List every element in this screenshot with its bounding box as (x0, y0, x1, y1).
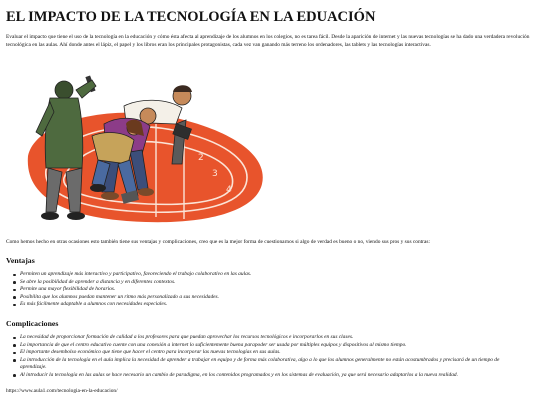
complications-heading: Complicaciones (6, 319, 59, 328)
list-item: La importancia de que el centro educativo cuente con una conexión a internet lo suficientemente buena parapoder ser usada por múltiples equipos y dispositivos al mismo tiempo. (6, 342, 526, 350)
list-item: Es más fácilmente adaptable a alumnos con necesidades especiales. (6, 301, 526, 309)
list-item: Se abre la posibilidad de aprender a distancia y en diferentes contextos. (6, 279, 526, 287)
list-item: El importante desembolso económico que tiene que hacer el centro para incorporar las nuevas tecnologías en sus aulas. (6, 349, 526, 357)
source-url: https://www.aula1.com/tecnologia-en-la-educacion/ (6, 388, 118, 394)
lead-paragraph: Como hemos hecho en otras ocasiones esto también tiene sus ventajas y complicaciones, creo que es la mejor forma de cuestionarnos si algo de verdad es bueno o no, viendo sus pros y sus contras: (6, 239, 430, 245)
list-item: Permite una mayor flexibilidad de horarios. (6, 286, 526, 294)
advantages-heading: Ventajas (6, 256, 35, 265)
complications-list (6, 334, 526, 379)
list-item: La necesidad de proporcionar formación de calidad a los profesores para que puedan aprovechar los recursos tecnológicos e incorporarlos en sus clases. (6, 334, 526, 342)
list-item: Al introducir la tecnología en las aulas se hace necesario un cambio de paradigma, en los contenidos programados y en los sistemas de evaluación, ya que será necesario adaptarlos a la nueva realidad. (6, 372, 526, 380)
advantages-list (6, 271, 526, 309)
intro-paragraph: Evaluar el impacto que tiene el uso de la tecnología en la educación y cómo ésta afecta al aprendizaje de los alumnos en los colegios, no es tarea fácil. Desde la aparición de internet y las nuevas tecnologías se ha dado una verdadera revolución tecnológica en las aulas. Ahí donde antes el lápiz, el papel y los libros eran los principales protagonistas, cada vez van ganando más terreno los ordenadores, las tablets y las tecnologías interactivas. (6, 34, 530, 48)
lane-number: 2 (198, 153, 204, 163)
lane-number: 4 (226, 185, 232, 195)
list-item: La introducción de la tecnología en el aula implica la necesidad de aprender a trabajar en equipo y de forma más colaborativa, algo a lo que los alumnos generalmente no están acostumbrados y precisará de un tiempo de aprendizaje. (6, 357, 526, 372)
lane-number: 3 (212, 169, 218, 179)
list-item: Posibilita que los alumnos puedan mantener un ritmo más personalizado a sus necesidades. (6, 294, 526, 302)
race-start-illustration (6, 72, 268, 230)
list-item: Permiten un aprendizaje más interactivo y participativo, favoreciendo el trabajo colaborativo en las aulas. (6, 271, 526, 279)
article-title: EL IMPACTO DE LA TECNOLOGÍA EN LA EDUACIÓN (6, 9, 376, 25)
